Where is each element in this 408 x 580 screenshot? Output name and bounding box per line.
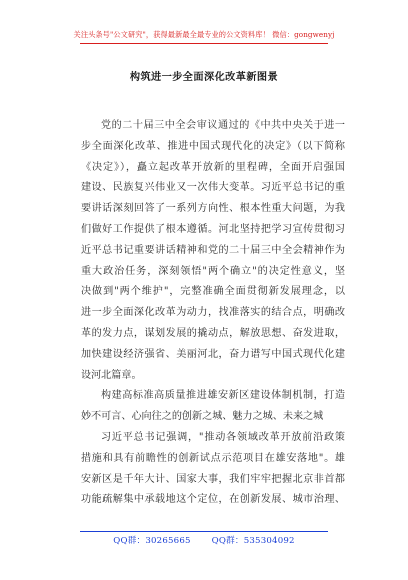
header-promo-text: 关注头条号"公文研究"，获得最新最全最专业的公文资料库！ 微信：gongwenyj xyxy=(73,30,335,39)
body-line: 重大政治任务，深刻领悟"两个确立"的决定性意义，坚 xyxy=(81,265,345,277)
footer-qq-group-2: QQ群：535304092 xyxy=(211,536,295,546)
section-heading-line: 构建高标准高质量推进雄安新区建设体制机制，打造 xyxy=(101,390,345,402)
body-line: 们做好工作提供了根本遵循。河北坚持把学习宣传贯彻习 xyxy=(81,223,345,235)
body-line: 要讲话深刻回答了一系列方向性、根本性重大问题，为我 xyxy=(81,203,345,215)
footer-qq-groups xyxy=(0,534,408,546)
body-line: 设河北篇章。 xyxy=(81,369,142,381)
footer-qq-group-1: QQ群：30265665 xyxy=(113,536,191,546)
footer-divider xyxy=(80,531,328,532)
body-line: 近平总书记重要讲话精神和党的二十届三中全会精神作为 xyxy=(81,244,345,256)
body-line: 建设、民族复兴伟业又一次伟大变革。习近平总书记的重 xyxy=(81,182,345,194)
body-line: 措施和具有前瞻性的创新试点示范项目在雄安落地"。雄 xyxy=(81,452,345,464)
body-line: 加快建设经济强省、美丽河北，奋力谱写中国式现代化建 xyxy=(81,348,345,360)
body-line: 步全面深化改革、推进中国式现代化的决定》（以下简称 xyxy=(81,140,345,152)
body-line: 革的发力点，谋划发展的撬动点，解放思想、奋发进取， xyxy=(81,327,345,339)
body-line: 习近平总书记强调，"推动各领域改革开放前沿政策 xyxy=(101,431,345,443)
body-line: 《决定》），矗立起改革开放新的里程碑，全面开启强国 xyxy=(81,161,345,173)
body-line: 功能疏解集中承载地这个定位，在创新发展、城市治理、 xyxy=(81,494,345,506)
body-line: 进一步全面深化改革为动力，找准落实的结合点，明确改 xyxy=(81,307,345,319)
document-body xyxy=(81,116,345,511)
body-line: 安新区是千年大计、国家大事，我们牢牢把握北京非首都 xyxy=(81,473,345,485)
section-heading-line: 妙不可言、心向往之的创新之城、魅力之城、未来之城 xyxy=(81,411,324,423)
header-divider xyxy=(80,43,328,44)
body-line: 决做到"两个维护"，完整准确全面贯彻新发展理念，以 xyxy=(81,286,345,298)
document-title: 构筑进一步全面深化改革新图景 xyxy=(129,71,279,83)
body-line: 党的二十届三中全会审议通过的《中共中央关于进一 xyxy=(101,120,345,131)
